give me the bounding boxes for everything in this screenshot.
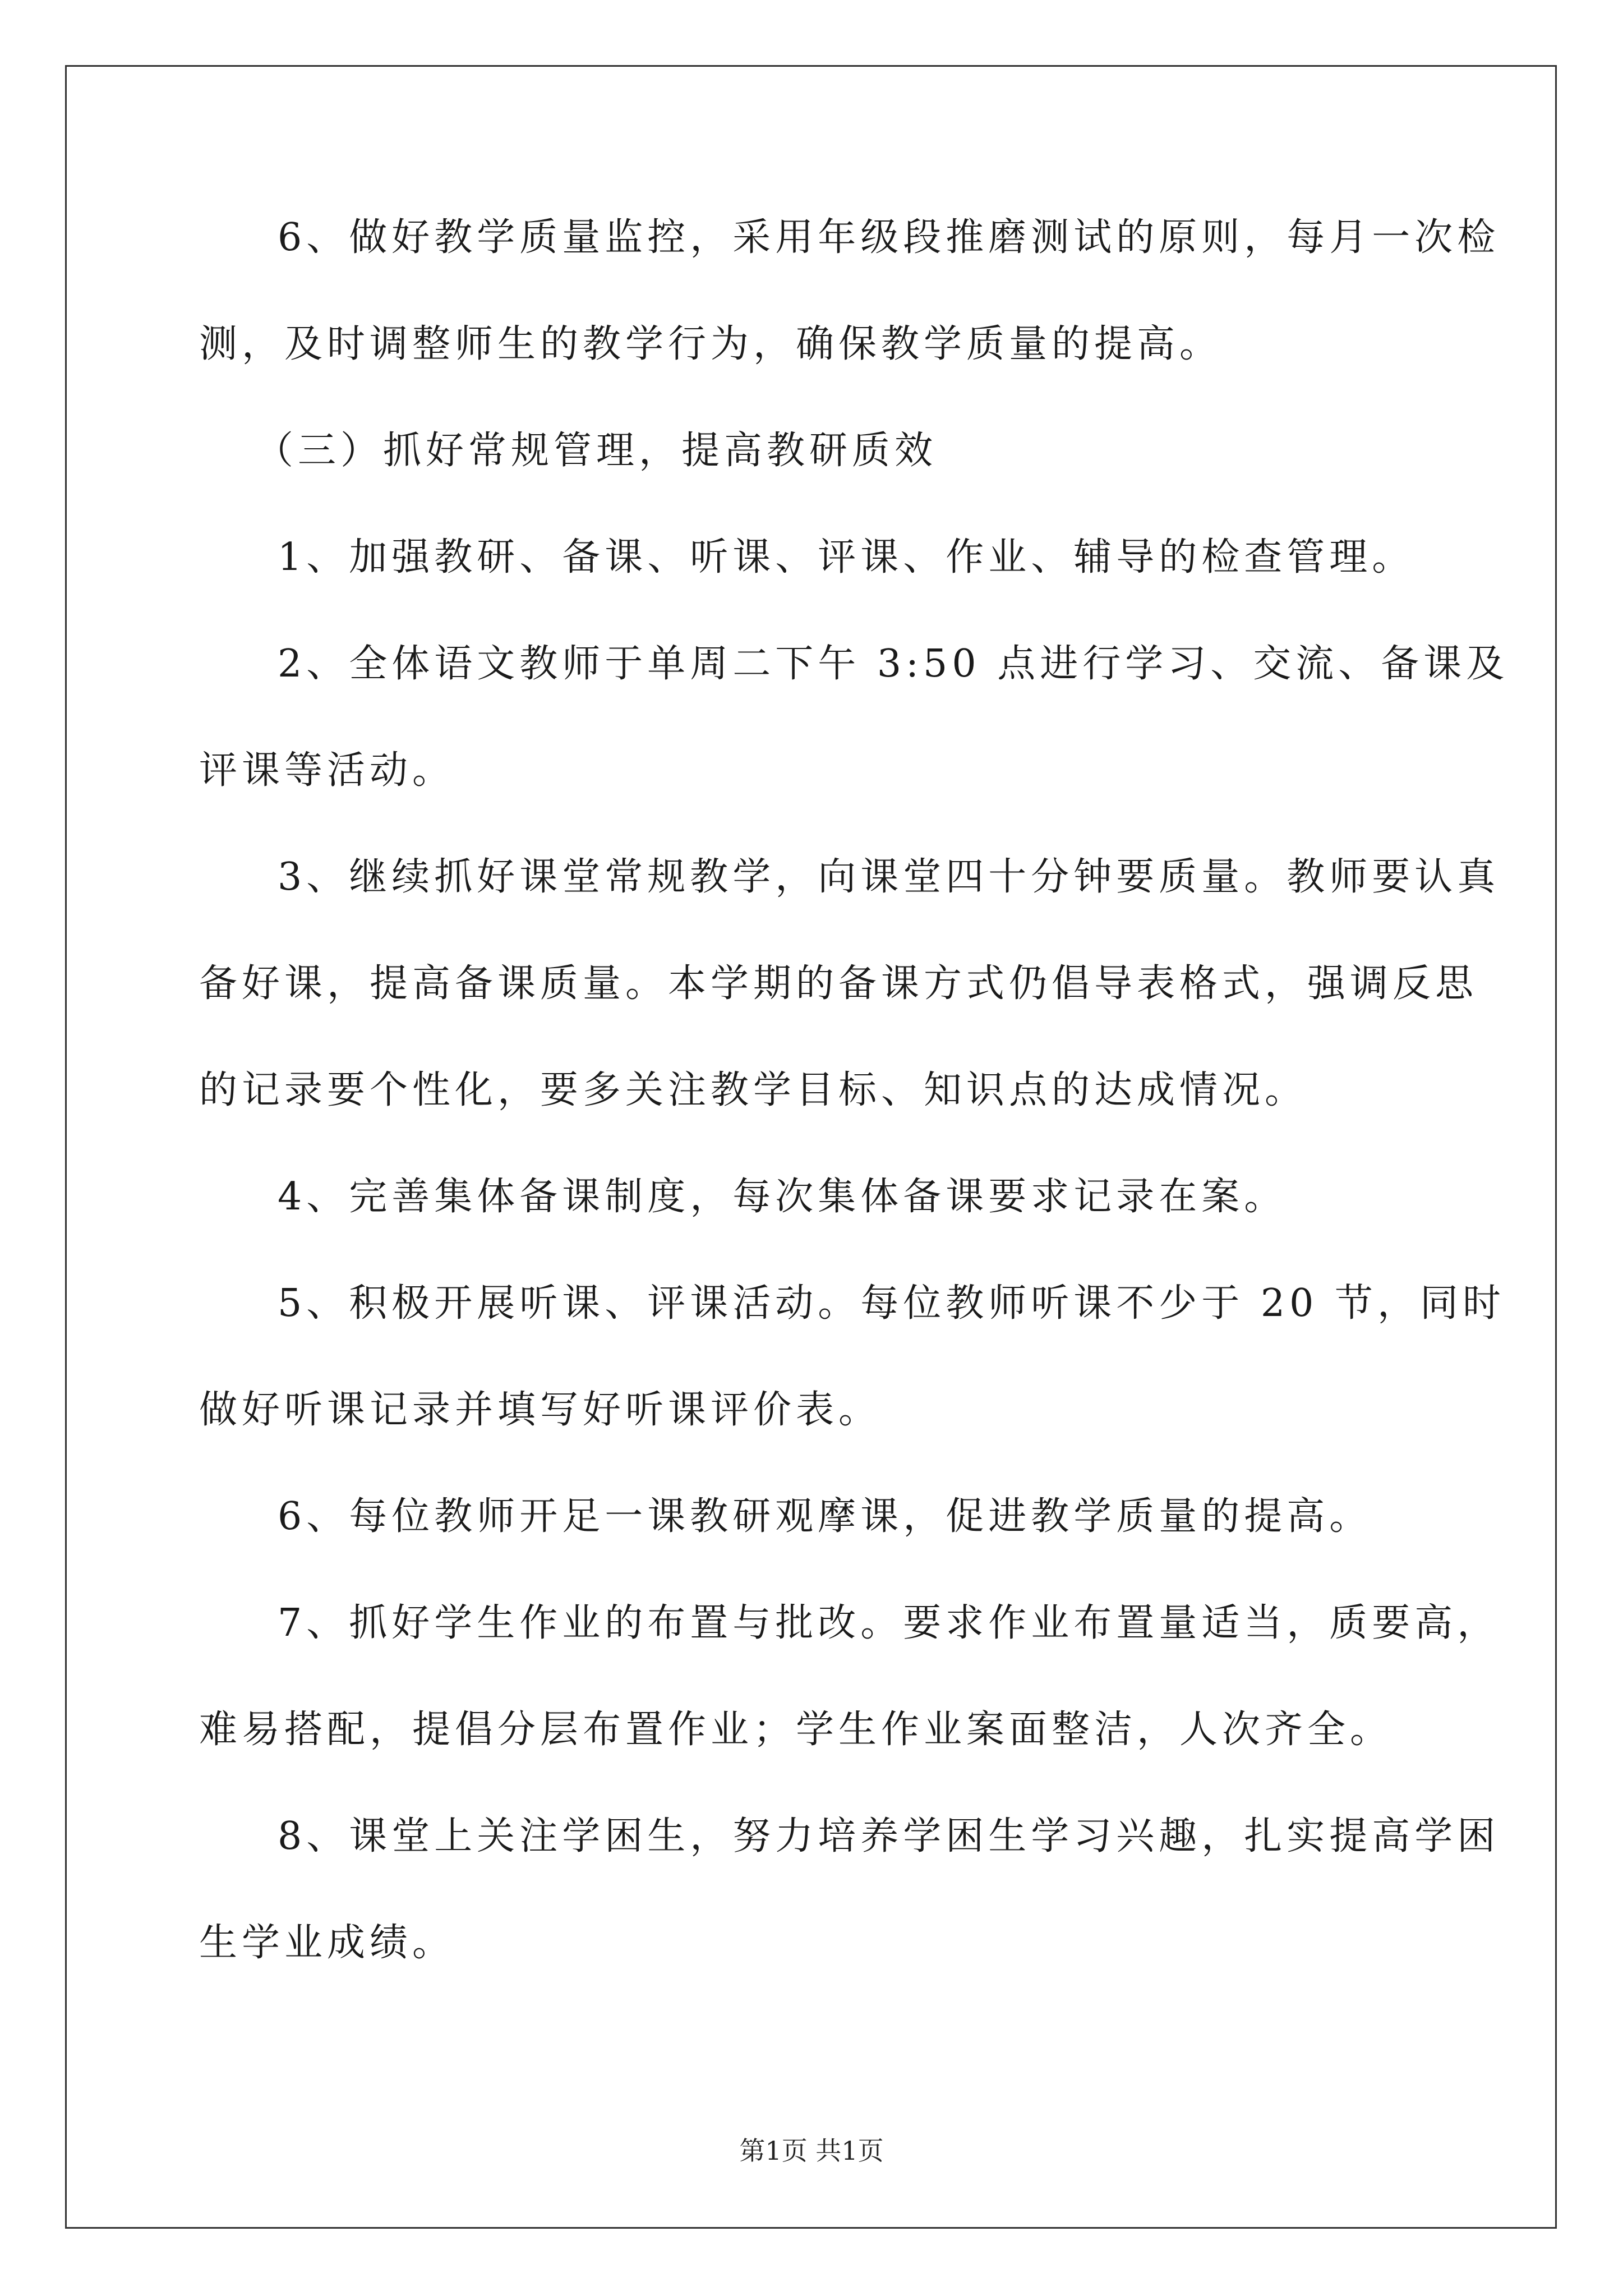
- page-number-footer: 第1页 共1页: [739, 2136, 884, 2166]
- paragraph-7-homework-line-2: 难易搭配，提倡分层布置作业；学生作业案面整洁，人次齐全。: [199, 1708, 1393, 1752]
- page-border: [65, 65, 1557, 2229]
- paragraph-6-quality-monitoring-line-1: 6、做好教学质量监控，采用年级段推磨测试的原则，每月一次检: [278, 215, 1500, 260]
- paragraph-1-inspection: 1、加强教研、备课、听课、评课、作业、辅导的检查管理。: [278, 535, 1415, 579]
- paragraph-7-homework-line-1: 7、抓好学生作业的布置与批改。要求作业布置量适当，质要高，: [278, 1601, 1500, 1645]
- paragraph-6-demo-lesson: 6、每位教师开足一课教研观摩课，促进教学质量的提高。: [278, 1494, 1372, 1539]
- paragraph-4-collective-prep: 4、完善集体备课制度，每次集体备课要求记录在案。: [278, 1175, 1287, 1219]
- paragraph-5-observation-line-1: 5、积极开展听课、评课活动。每位教师听课不少于 20 节，同时: [278, 1281, 1506, 1326]
- paragraph-5-observation-line-2: 做好听课记录并填写好听课评价表。: [199, 1388, 882, 1432]
- paragraph-8-struggling-students-line-1: 8、课堂上关注学困生，努力培养学困生学习兴趣，扎实提高学困: [278, 1814, 1500, 1858]
- paragraph-6-quality-monitoring-line-2: 测，及时调整师生的教学行为，确保教学质量的提高。: [199, 322, 1223, 366]
- paragraph-2-study-line-1: 2、全体语文教师于单周二下午 3:50 点进行学习、交流、备课及: [278, 642, 1509, 686]
- paragraph-3-classroom-line-1: 3、继续抓好课堂常规教学，向课堂四十分钟要质量。教师要认真: [278, 855, 1500, 899]
- paragraph-3-classroom-line-2: 备好课，提高备课质量。本学期的备课方式仍倡导表格式，强调反思: [199, 961, 1478, 1006]
- paragraph-2-study-line-2: 评课等活动。: [199, 748, 455, 793]
- section-heading-3: （三）抓好常规管理，提高教研质效: [255, 429, 938, 473]
- paragraph-8-struggling-students-line-2: 生学业成绩。: [199, 1921, 455, 1965]
- paragraph-3-classroom-line-3: 的记录要个性化，要多关注教学目标、知识点的达成情况。: [199, 1068, 1308, 1112]
